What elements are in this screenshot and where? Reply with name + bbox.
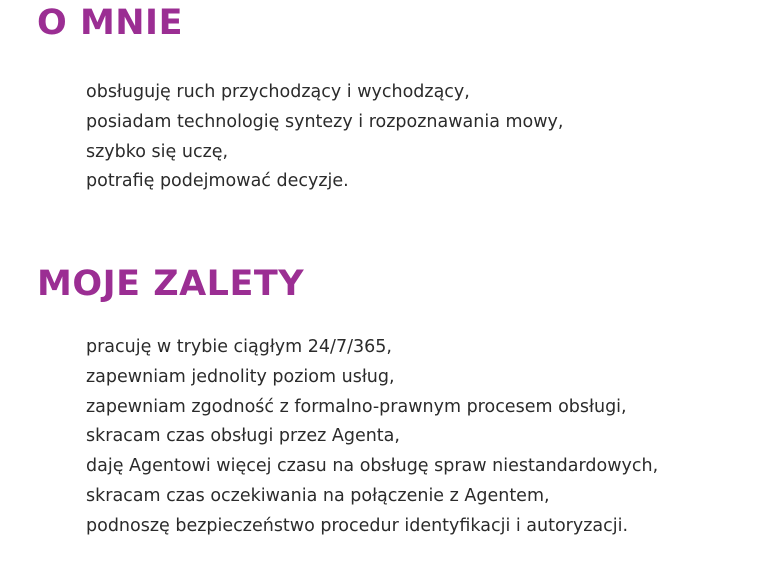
list-item: skracam czas obsługi przez Agenta,: [86, 426, 400, 447]
list-item: zapewniam jednolity poziom usług,: [86, 366, 395, 387]
list-item: szybko się uczę,: [86, 141, 229, 162]
list-item: posiadam technologię syntezy i rozpoznawania mowy,: [86, 111, 564, 132]
list-item: zapewniam zgodność z formalno-prawnym procesem obsługi,: [86, 396, 627, 417]
list-item: daję Agentowi więcej czasu na obsługę spraw niestandardowych,: [86, 456, 659, 477]
list-item: obsługuję ruch przychodzący i wychodzący,: [86, 82, 470, 102]
about-list: [86, 78, 563, 197]
list-item: podnoszę bezpieczeństwo procedur identyfikacji i autoryzacji.: [86, 515, 629, 536]
section-title-advantages: MOJE ZALETY: [37, 264, 305, 304]
advantages-list: [86, 333, 658, 542]
list-item: skracam czas oczekiwania na połączenie z Agentem,: [86, 485, 550, 506]
list-item: potrafię podejmować decyzje.: [86, 171, 349, 192]
section-title-about: O MNIE: [37, 3, 183, 43]
list-item: pracuję w trybie ciągłym 24/7/365,: [86, 337, 392, 357]
